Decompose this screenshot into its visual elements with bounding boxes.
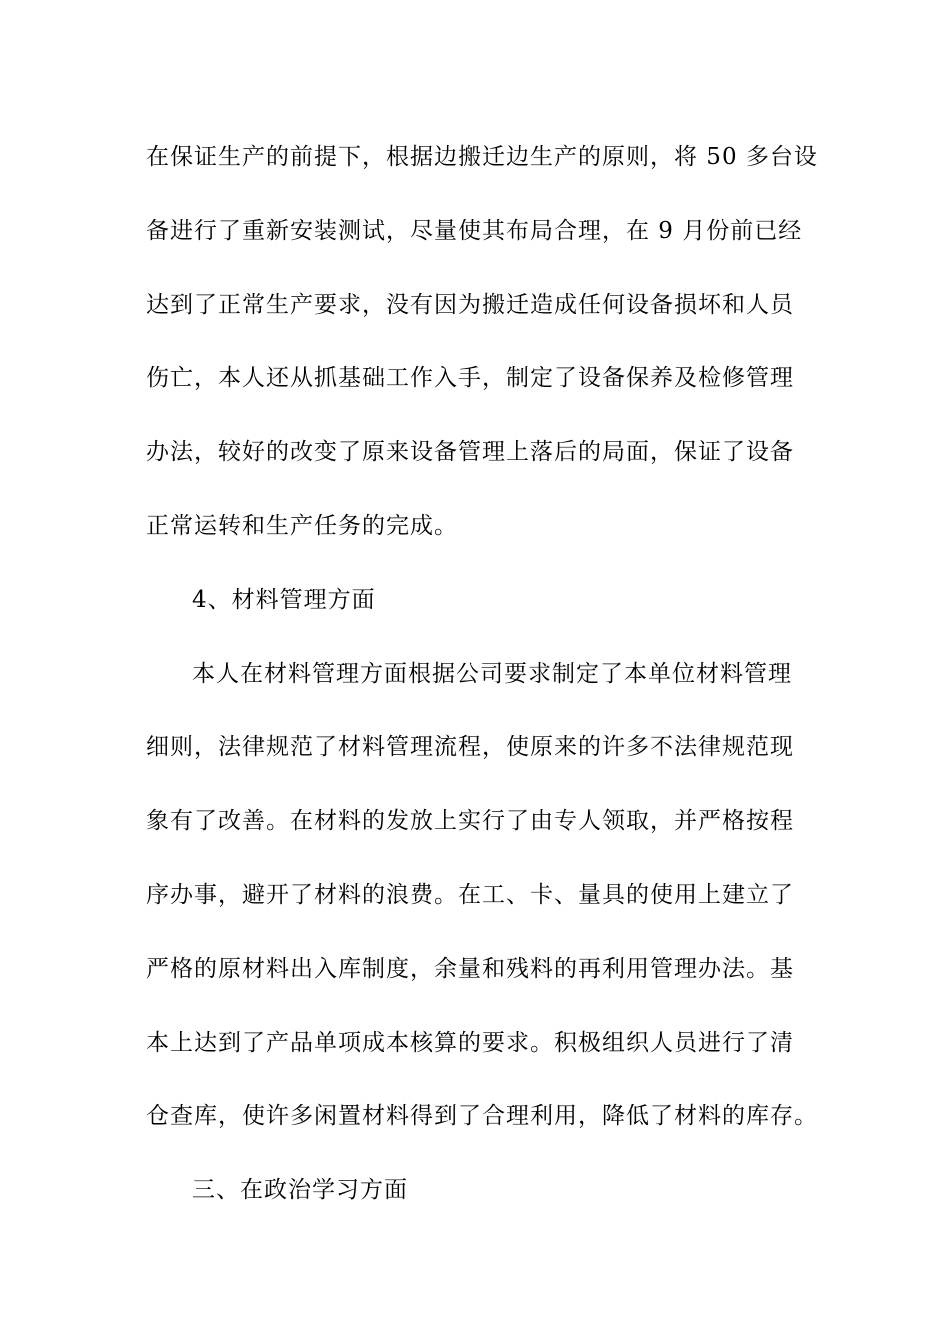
paragraph-line: 本人在材料管理方面根据公司要求制定了本单位材料管理 — [192, 660, 792, 687]
paragraph-line: 仓查库，使许多闲置材料得到了合理利用，降低了材料的库存。 — [146, 1103, 818, 1130]
paragraph-line: 伤亡，本人还从抓基础工作入手，制定了设备保养及检修管理 — [146, 365, 794, 392]
paragraph-line: 严格的原材料出入库制度，余量和残料的再利用管理办法。基 — [146, 955, 794, 982]
paragraph-line: 办法，较好的改变了原来设备管理上落后的局面，保证了设备 — [146, 439, 794, 466]
paragraph-line: 细则，法律规范了材料管理流程，使原来的许多不法律规范现 — [146, 734, 794, 761]
paragraph-line: 序办事，避开了材料的浪费。在工、卡、量具的使用上建立了 — [146, 881, 794, 908]
section-heading: 三、在政治学习方面 — [192, 1177, 408, 1204]
paragraph-line: 达到了正常生产要求，没有因为搬迁造成任何设备损坏和人员 — [146, 291, 794, 318]
paragraph-line: 正常运转和生产任务的完成。 — [146, 512, 458, 539]
paragraph-line: 本上达到了产品单项成本核算的要求。积极组织人员进行了清 — [146, 1029, 794, 1056]
paragraph-line: 备进行了重新安装测试，尽量使其布局合理，在 9 月份前已经 — [146, 217, 803, 244]
paragraph-line: 在保证生产的前提下，根据边搬迁边生产的原则，将 50 多台设 — [146, 144, 818, 170]
section-heading: 4、材料管理方面 — [192, 586, 376, 613]
document-body — [146, 134, 818, 1241]
paragraph-line: 象有了改善。在材料的发放上实行了由专人领取，并严格按程 — [146, 808, 794, 835]
